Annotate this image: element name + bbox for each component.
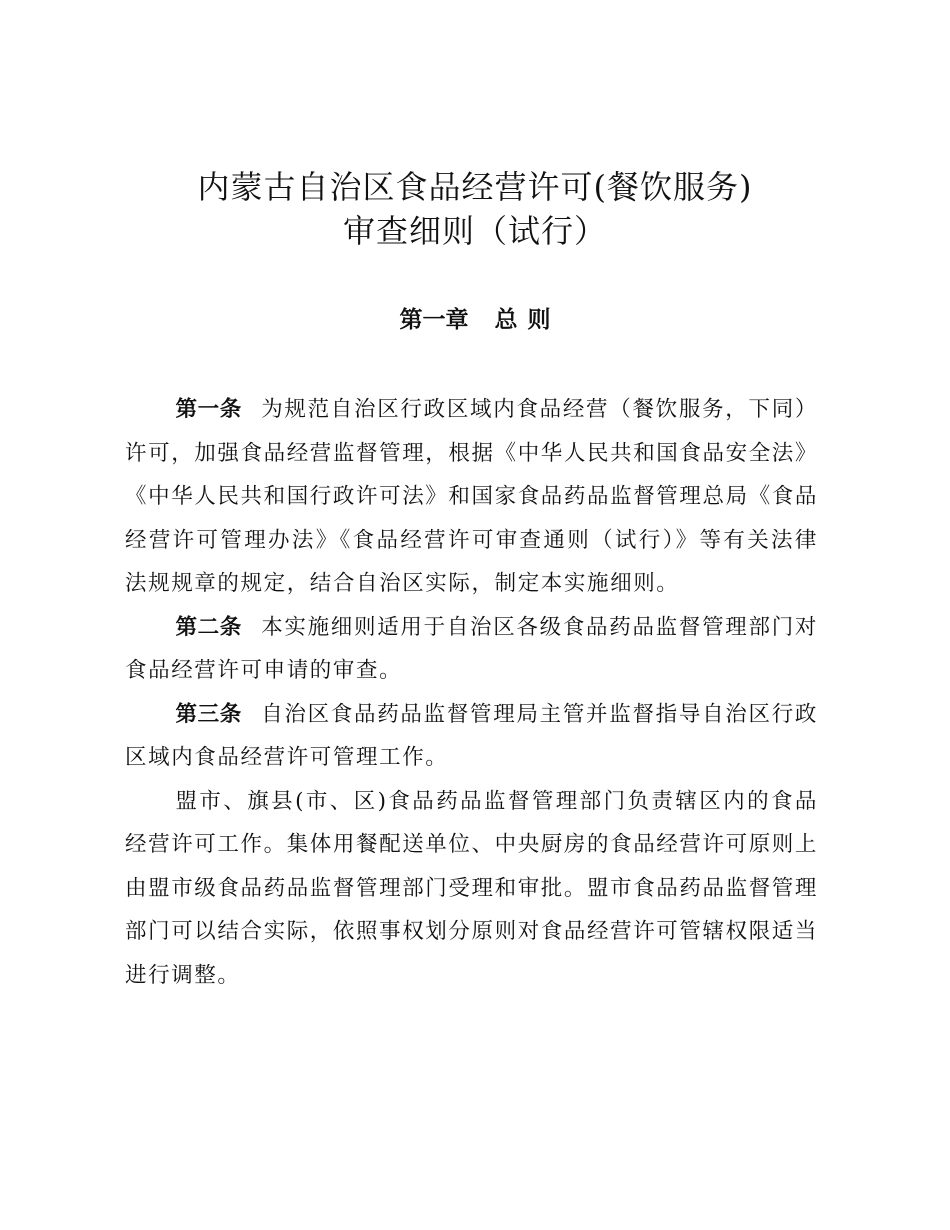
article-3-text: 自治区食品药品监督管理局主管并监督指导自治区行政区域内食品经营许可管理工作。 (125, 701, 818, 770)
article-2-text: 本实施细则适用于自治区各级食品药品监督管理部门对食品经营许可申请的审查。 (125, 614, 818, 683)
article-3-paragraph-2: 盟市、旗县(市、区)食品药品监督管理部门负责辖区内的食品经营许可工作。集体用餐配送单位、中央厨房的食品经营许可原则上由盟市级食品药品监督管理部门受理和审批。盟市食品药品监督管理部门可以结合实际，依照事权划分原则对食品经营许可管辖权限适当进行调整。 (125, 788, 819, 988)
document-title-line-2: 审查细则（试行） (342, 212, 607, 250)
article-1-label: 第一条 (175, 397, 242, 422)
chapter-name-char-2: 则 (527, 307, 551, 333)
article-1 (125, 388, 818, 606)
chapter-name-char-1: 总 (494, 307, 518, 333)
document-title-line-1: 内蒙古自治区食品经营许可(餐饮服务) (197, 168, 753, 206)
chapter-heading (0, 303, 950, 337)
document-body (125, 388, 818, 997)
article-3-label: 第三条 (175, 701, 242, 727)
article-1-text: 为规范自治区行政区域内食品经营（餐饮服务，下同）许可，加强食品经营监督管理，根据《中华人民共和国食品安全法》《中华人民共和国行政许可法》和国家食品药品监督管理总局《食品经营许可管理办法》《食品经营许可审查通则（试行）》等有关法律法规规章的规定，结合自治区实际，制定本实施细则。 (125, 397, 819, 596)
article-3 (125, 693, 818, 780)
chapter-number: 第一章 (399, 307, 469, 333)
article-2 (125, 606, 818, 693)
article-2-label: 第二条 (175, 614, 242, 640)
